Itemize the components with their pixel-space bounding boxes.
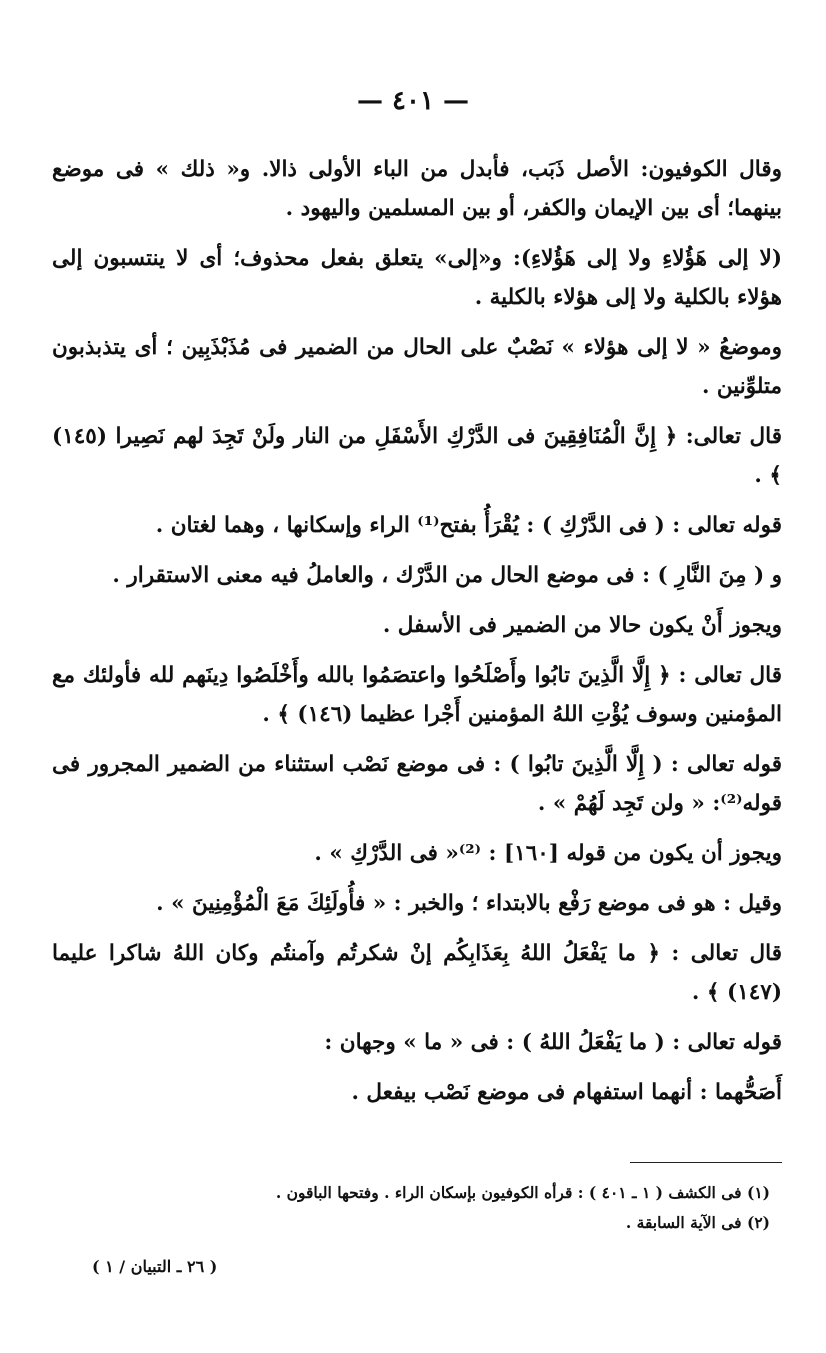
paragraph: قوله تعالى : ( ما يَفْعَلُ اللهُ ) : فى « ما » وجهان : [324, 1030, 782, 1055]
footnote-divider [630, 1162, 782, 1163]
page-number: — ٤٠١ — [356, 86, 470, 116]
verse-paragraph: قال تعالى : ﴿ ما يَفْعَلُ اللهُ بِعَذَابِكُم إنْ شكرتُم وآمنتُم وكان اللهُ شاكرا عليما (١٤٧) ﴾ . [52, 941, 782, 1005]
paragraph: وموضعُ « لا إلى هؤلاء » نَصْبٌ على الحال من الضمير فى مُذَبْذَبِين ؛ أى يتذبذبون متلوِّنين . [52, 335, 782, 399]
footnote: (١) فى الكشف ( ١ ـ ٤٠١ ) : قرأه الكوفيون بإسكان الراء . وفتحها الباقون . [275, 1183, 770, 1202]
verse-paragraph: قال تعالى: ﴿ إِنَّ الْمُنَافِقِينَ فى الدَّرْكِ الأَسْفَلِ من النار ولَنْ تَجِدَ لهم نَصِيرا (١٤٥) ﴾ . [52, 424, 782, 488]
verse-paragraph: قال تعالى : ﴿ إِلَّا الَّذِينَ تابُوا وأَصْلَحُوا واعتصَمُوا بالله وأَخْلَصُوا دِينَهم لله فأولئك مع المؤمنين وسوف يُؤْتِ اللهُ المؤمنين أَجْرا عظيما (١٤٦) ﴾ . [52, 663, 782, 727]
paragraph: و ( مِنَ النَّارِ ) : فى موضع الحال من الدَّرْك ، والعاملُ فيه معنى الاستقرار . [112, 563, 782, 588]
paragraph: وقيل : هو فى موضع رَفْع بالابتداء ؛ والخبر : « فأُولَئِكَ مَعَ الْمُؤْمِنِينَ » . [156, 891, 782, 916]
paragraph: وقال الكوفيون: الأصل ذَبَب، فأبدل من الباء الأولى ذالا. و« ذلك » فى موضع بينهما؛ أى بين الإيمان والكفر، أو بين المسلمين واليهود . [52, 157, 782, 221]
paragraph: (لا إلى هَؤُلاءِ ولا إلى هَؤُلاءِ): و«إلى» يتعلق بفعل محذوف؛ أى لا ينتسبون إلى هؤلاء بالكلية ولا إلى هؤلاء بالكلية . [52, 246, 782, 310]
paragraph: قوله تعالى : ( إِلَّا الَّذِينَ تابُوا ) : فى موضع نَصْب استثناء من الضمير المجرور فى قوله⁽²⁾: « ولن تَجِد لَهُمْ » . [52, 752, 782, 816]
paragraph: ويجوز أَنْ يكون حالا من الضمير فى الأسفل . [382, 613, 782, 638]
paragraph: أَصَحُّهما : أنهما استفهام فى موضع نَصْب بيفعل . [351, 1080, 782, 1105]
footnote: (٢) فى الآية السابقة . [625, 1213, 770, 1232]
paragraph: قوله تعالى : ( فى الدَّرْكِ ) : يُقْرَأُ بفتح⁽¹⁾ الراء وإسكانها ، وهما لغتان . [155, 513, 782, 538]
main-text [52, 150, 782, 1123]
paragraph: ويجوز أن يكون من قوله [١٦٠] : ⁽²⁾« فى الدَّرْكِ » . [314, 841, 782, 866]
footnotes [120, 1178, 770, 1238]
signature-mark: ( ٢٦ ـ التبيان / ١ ) [92, 1257, 218, 1276]
